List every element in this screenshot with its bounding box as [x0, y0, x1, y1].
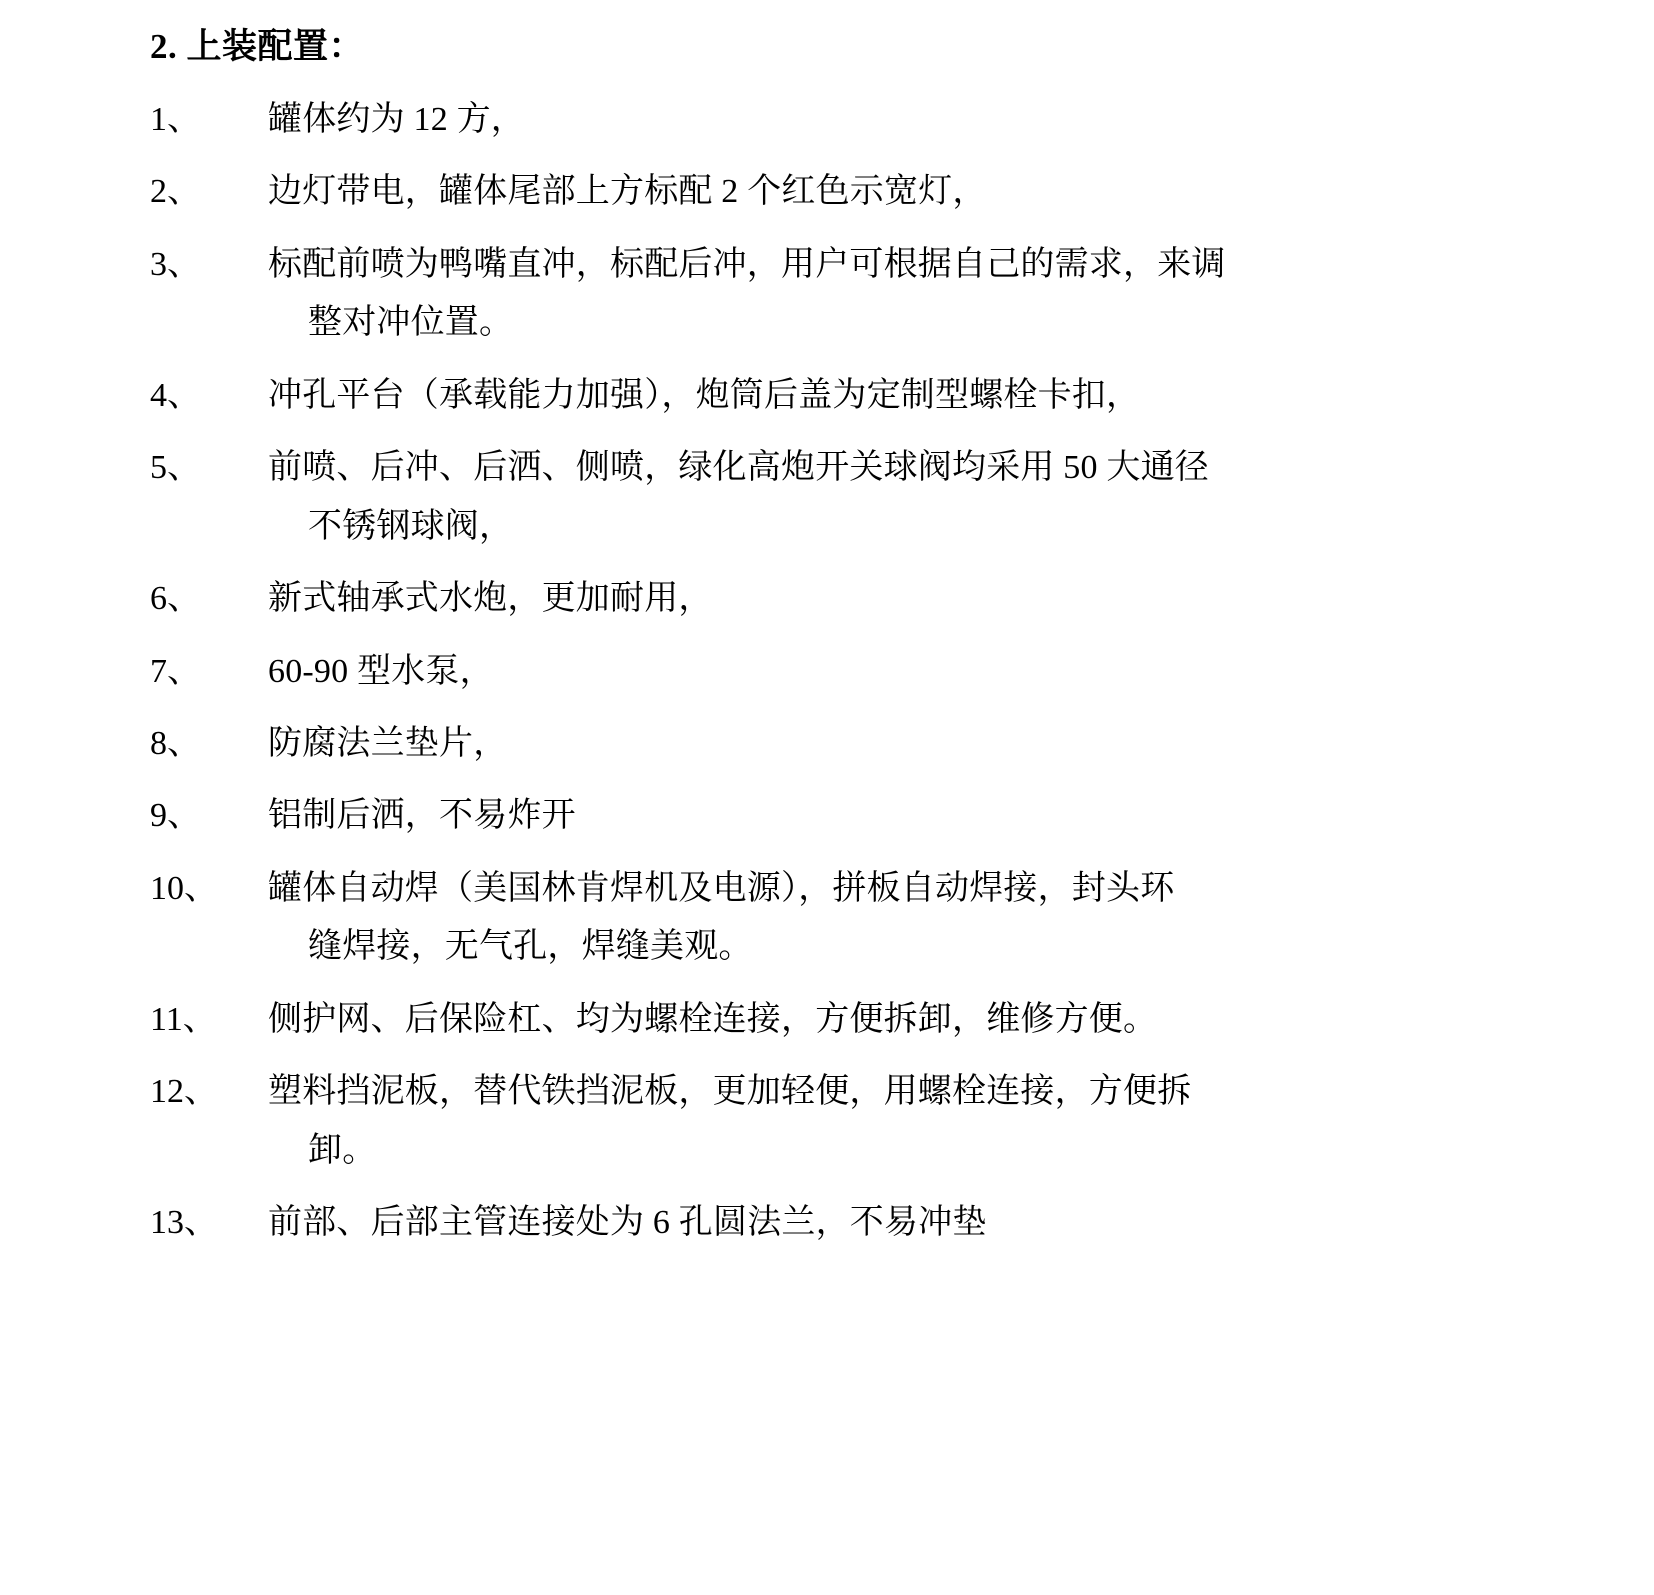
- list-item: [150, 860, 1544, 977]
- list-item: [150, 163, 1544, 221]
- list-item-text: [268, 367, 1544, 425]
- list-item-line: 新式轴承式水炮，更加耐用，: [268, 580, 713, 618]
- list-item-marker: 2、: [150, 173, 201, 211]
- list-item-text: [268, 715, 1544, 773]
- list-item-line: 前喷、后冲、后洒、侧喷，绿化高炮开关球阀均采用 50 大通径: [268, 449, 1209, 487]
- list-item-line: 铝制后洒，不易炸开: [268, 797, 576, 835]
- list-item-marker: 9、: [150, 797, 201, 835]
- list-item: [150, 787, 1544, 845]
- list-item-text: [268, 1063, 1544, 1180]
- list-item-line: 不锈钢球阀，: [308, 507, 514, 545]
- list-item-text: [268, 1194, 1544, 1252]
- list-item-text: [268, 236, 1544, 353]
- list-item: [150, 643, 1544, 701]
- list-item-marker: 12、: [150, 1073, 218, 1111]
- list-item: [150, 715, 1544, 773]
- list-item-text: [268, 163, 1544, 221]
- list-item-text: [268, 91, 1544, 149]
- list-item-line: 标配前喷为鸭嘴直冲，标配后冲，用户可根据自己的需求，来调: [268, 245, 1226, 283]
- list-item-marker: 11、: [150, 1000, 217, 1038]
- list-item-line: 侧护网、后保险杠、均为螺栓连接，方便拆卸，维修方便。: [268, 1000, 1158, 1038]
- list-item: [150, 439, 1544, 556]
- list-item-marker: 1、: [150, 100, 201, 138]
- list-item-line: 边灯带电，罐体尾部上方标配 2 个红色示宽灯，: [268, 173, 987, 211]
- list-item-text: [268, 439, 1544, 556]
- list-item-text: [268, 643, 1544, 701]
- list-item: [150, 236, 1544, 353]
- list-item-line: 塑料挡泥板，替代铁挡泥板，更加轻便，用螺栓连接，方便拆: [268, 1073, 1192, 1111]
- list-item-marker: 7、: [150, 652, 201, 690]
- list-item: [150, 91, 1544, 149]
- list-item-line: 前部、后部主管连接处为 6 孔圆法兰，不易冲垫: [268, 1204, 987, 1242]
- list-item-marker: 4、: [150, 376, 201, 414]
- list-item-line: 缝焊接，无气孔，焊缝美观。: [308, 928, 753, 966]
- list-item-text: [268, 570, 1544, 628]
- list-item: [150, 991, 1544, 1049]
- configuration-list: [150, 91, 1544, 1253]
- list-item: [150, 1063, 1544, 1180]
- list-item-line: 罐体自动焊（美国林肯焊机及电源），拼板自动焊接，封头环: [268, 869, 1175, 907]
- list-item: [150, 570, 1544, 628]
- list-item-marker: 10、: [150, 869, 218, 907]
- list-item-line: 冲孔平台（承载能力加强），炮筒后盖为定制型螺栓卡扣，: [268, 376, 1141, 414]
- list-item-marker: 5、: [150, 449, 201, 487]
- list-item-text: [268, 991, 1544, 1049]
- list-item: [150, 1194, 1544, 1252]
- list-item-text: [268, 860, 1544, 977]
- list-item-line: 防腐法兰垫片，: [268, 724, 508, 762]
- list-item-line: 整对冲位置。: [308, 304, 514, 342]
- list-item-line: 罐体约为 12 方，: [268, 100, 525, 138]
- list-item-line: 60-90 型水泵，: [268, 652, 494, 690]
- list-item: [150, 367, 1544, 425]
- page-title: 2. 上装配置：: [150, 27, 365, 66]
- list-item-marker: 13、: [150, 1204, 218, 1242]
- list-item-text: [268, 787, 1544, 845]
- list-item-marker: 3、: [150, 245, 201, 283]
- list-item-marker: 8、: [150, 724, 201, 762]
- list-item-line: 卸。: [308, 1131, 377, 1169]
- list-item-marker: 6、: [150, 580, 201, 618]
